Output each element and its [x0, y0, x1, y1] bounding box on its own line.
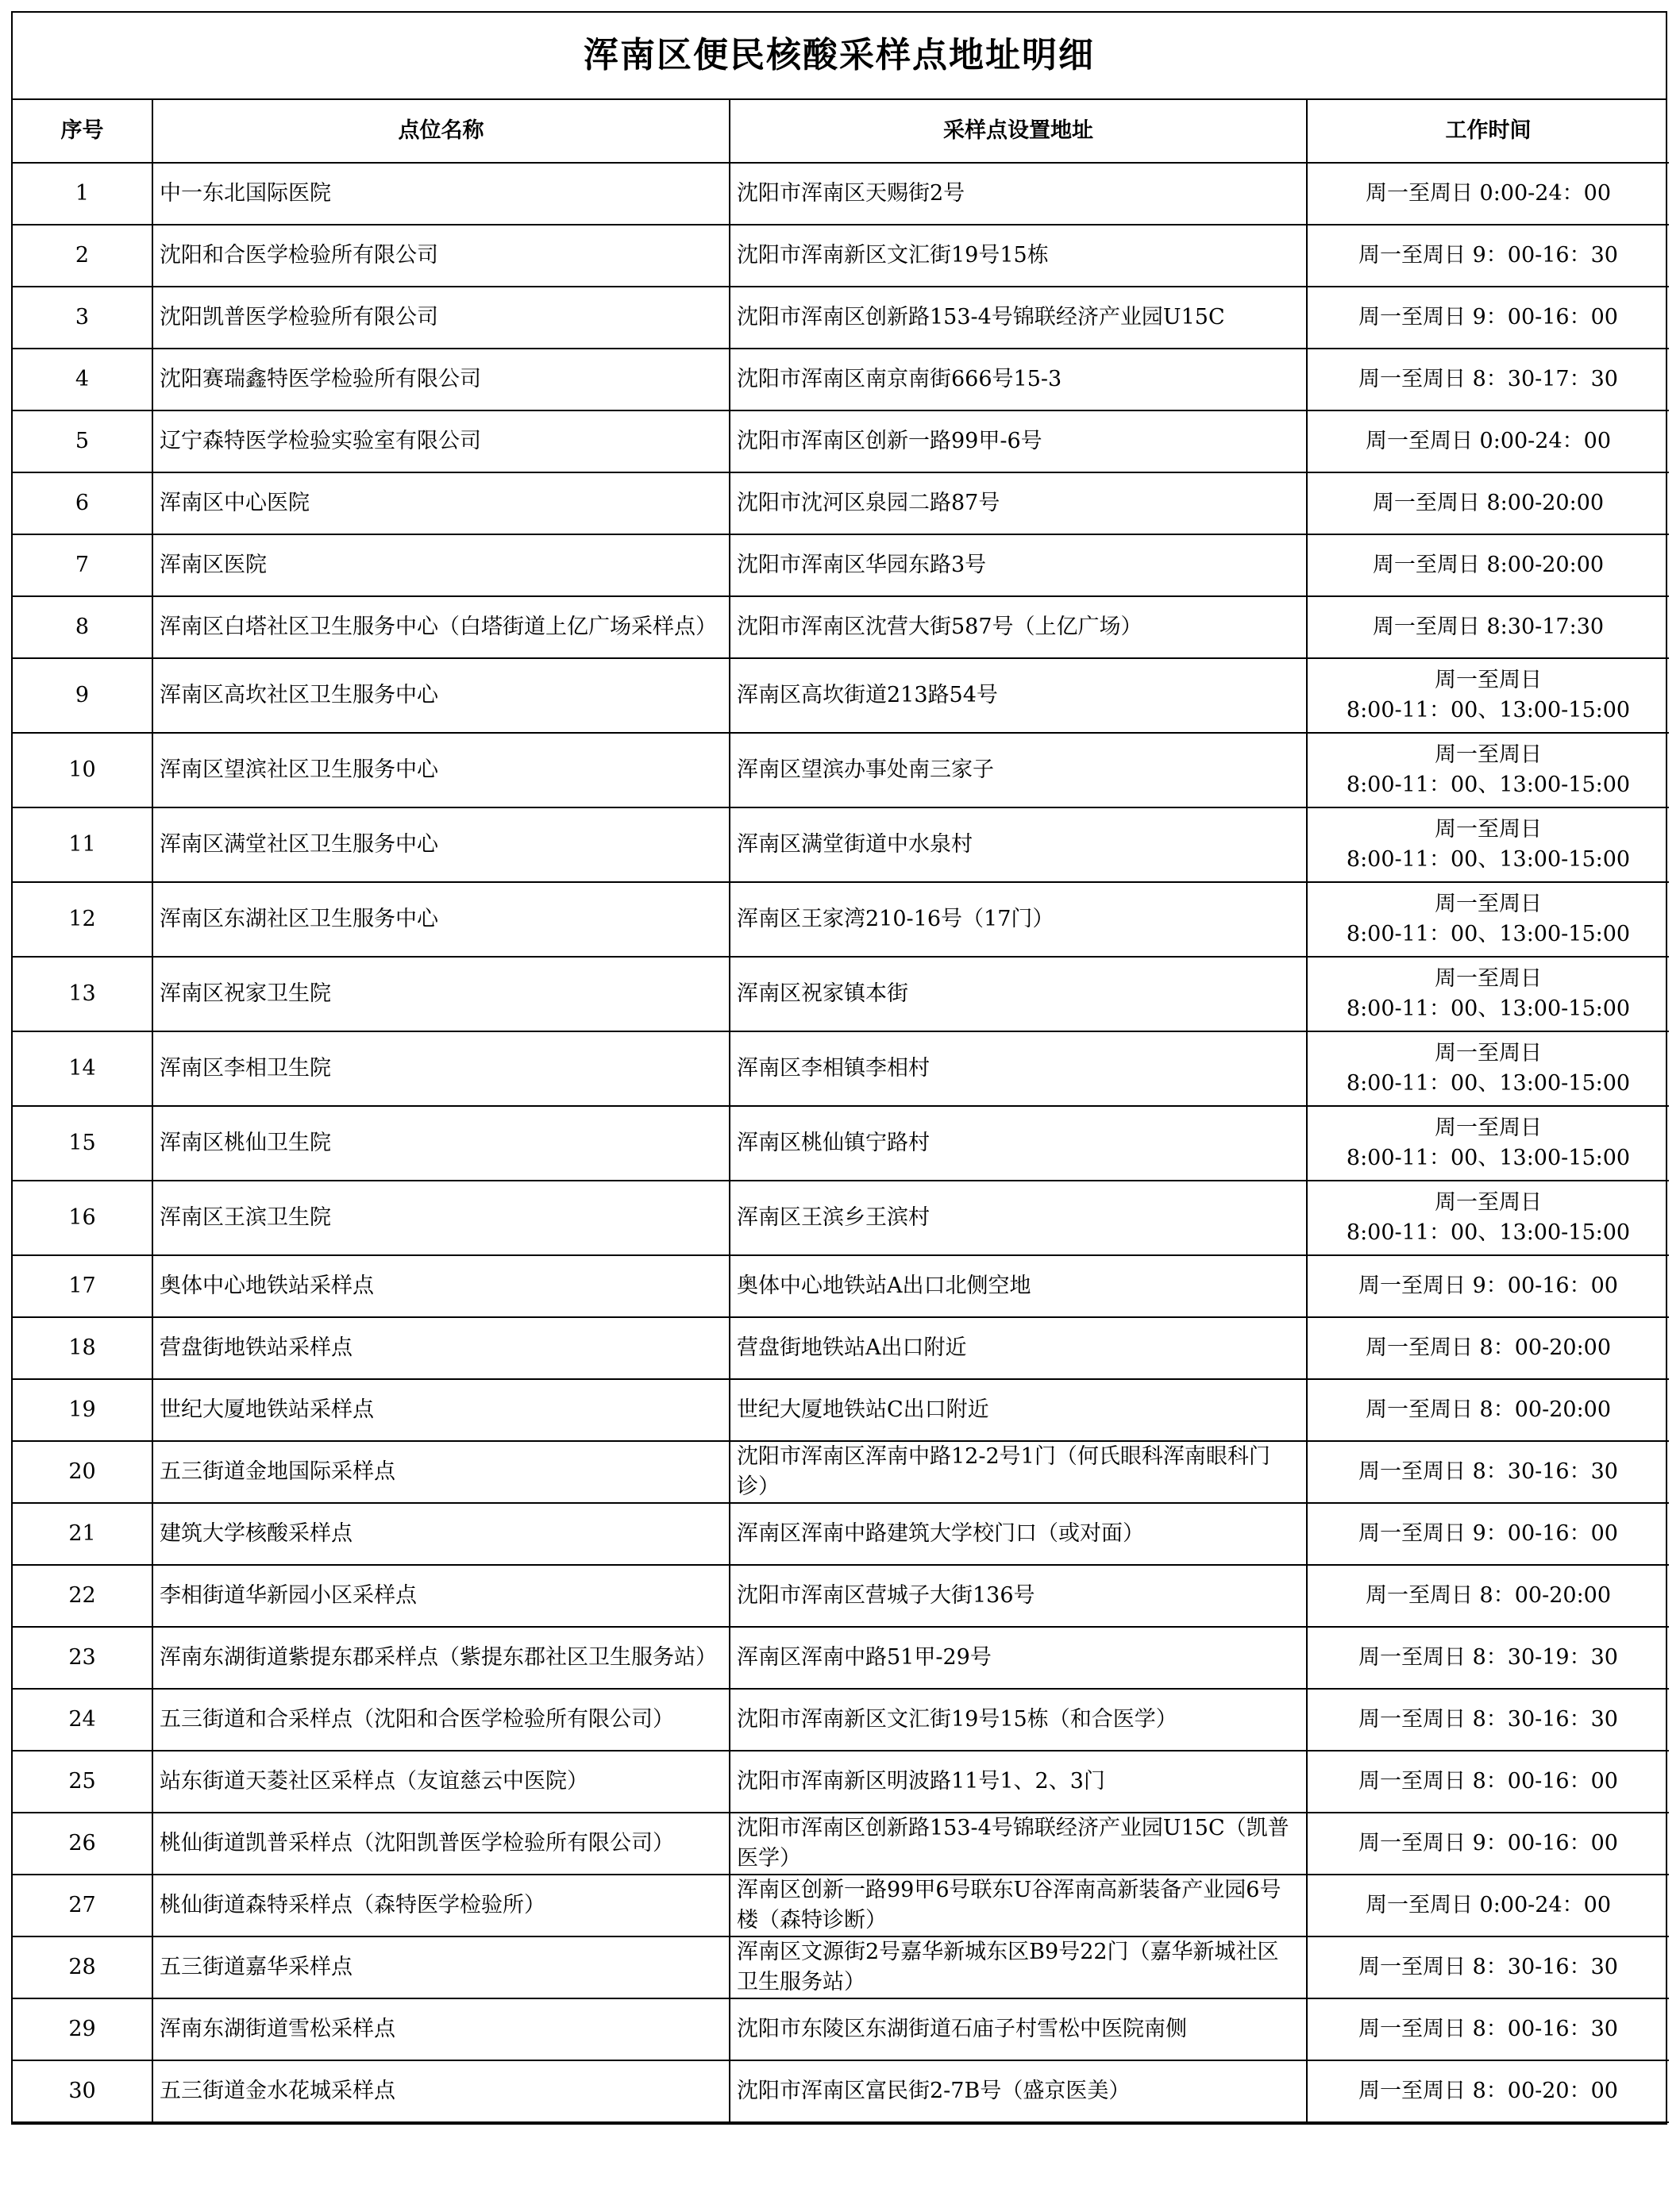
table-row: [13, 349, 1669, 410]
row-hours: 周一至周日 8:00-11：00、13:00-15:00: [1307, 1181, 1669, 1255]
header-index: 序号: [13, 100, 152, 163]
row-site-name: 浑南区医院: [152, 534, 730, 596]
row-site-name: 浑南区李相卫生院: [152, 1031, 730, 1106]
row-index: 24: [13, 1689, 152, 1751]
row-address: 浑南区浑南中路51甲-29号: [730, 1627, 1307, 1689]
row-site-name: 建筑大学核酸采样点: [152, 1503, 730, 1565]
table-row: [13, 1031, 1669, 1106]
row-site-name: 中一东北国际医院: [152, 163, 730, 225]
row-site-name: 五三街道和合采样点（沈阳和合医学检验所有限公司）: [152, 1689, 730, 1751]
table-row: [13, 1813, 1669, 1875]
row-hours: 周一至周日 8:00-11：00、13:00-15:00: [1307, 957, 1669, 1031]
table-row: [13, 1379, 1669, 1441]
row-hours: 周一至周日 9：00-16：00: [1307, 1503, 1669, 1565]
table-row: [13, 957, 1669, 1031]
row-site-name: 浑南区东湖社区卫生服务中心: [152, 882, 730, 957]
row-site-name: 浑南区白塔社区卫生服务中心（白塔街道上亿广场采样点）: [152, 596, 730, 658]
row-address: 沈阳市浑南区浑南中路12-2号1门（何氏眼科浑南眼科门诊）: [730, 1441, 1307, 1503]
row-hours: 周一至周日 8:00-20:00: [1307, 472, 1669, 534]
row-address: 沈阳市浑南区华园东路3号: [730, 534, 1307, 596]
table-row: [13, 410, 1669, 472]
row-address: 浑南区望滨办事处南三家子: [730, 733, 1307, 807]
row-site-name: 奥体中心地铁站采样点: [152, 1255, 730, 1317]
table-row: [13, 733, 1669, 807]
row-index: 10: [13, 733, 152, 807]
row-hours: 周一至周日 8：00-16：30: [1307, 1998, 1669, 2060]
row-index: 19: [13, 1379, 152, 1441]
row-address: 沈阳市沈河区泉园二路87号: [730, 472, 1307, 534]
row-index: 13: [13, 957, 152, 1031]
row-index: 9: [13, 658, 152, 733]
row-site-name: 五三街道金地国际采样点: [152, 1441, 730, 1503]
table-row: [13, 1106, 1669, 1181]
row-site-name: 五三街道金水花城采样点: [152, 2060, 730, 2122]
row-index: 29: [13, 1998, 152, 2060]
row-hours: 周一至周日 8:00-11：00、13:00-15:00: [1307, 658, 1669, 733]
table-header-row: [13, 100, 1669, 163]
table-row: [13, 1441, 1669, 1503]
row-address: 沈阳市浑南区创新一路99甲-6号: [730, 410, 1307, 472]
row-index: 3: [13, 287, 152, 349]
row-address: 浑南区王滨乡王滨村: [730, 1181, 1307, 1255]
row-hours: 周一至周日 0:00-24：00: [1307, 1875, 1669, 1936]
row-address: 浑南区文源街2号嘉华新城东区B9号22门（嘉华新城社区卫生服务站）: [730, 1936, 1307, 1998]
row-hours: 周一至周日 8:30-17:30: [1307, 596, 1669, 658]
table-row: [13, 2060, 1669, 2122]
row-address: 沈阳市浑南区创新路153-4号锦联经济产业园U15C（凯普医学）: [730, 1813, 1307, 1875]
row-site-name: 浑南东湖街道紫提东郡采样点（紫提东郡社区卫生服务站）: [152, 1627, 730, 1689]
row-site-name: 桃仙街道森特采样点（森特医学检验所）: [152, 1875, 730, 1936]
row-index: 11: [13, 807, 152, 882]
row-site-name: 桃仙街道凯普采样点（沈阳凯普医学检验所有限公司）: [152, 1813, 730, 1875]
row-site-name: 站东街道天菱社区采样点（友谊慈云中医院）: [152, 1751, 730, 1813]
row-address: 沈阳市浑南新区文汇街19号15栋: [730, 225, 1307, 287]
row-address: 沈阳市浑南区富民街2-7B号（盛京医美）: [730, 2060, 1307, 2122]
row-site-name: 浑南区满堂社区卫生服务中心: [152, 807, 730, 882]
table-row: [13, 1255, 1669, 1317]
header-address: 采样点设置地址: [730, 100, 1307, 163]
row-site-name: 浑南区望滨社区卫生服务中心: [152, 733, 730, 807]
row-hours: 周一至周日 9：00-16：00: [1307, 1255, 1669, 1317]
table-row: [13, 534, 1669, 596]
row-hours: 周一至周日 8:00-11：00、13:00-15:00: [1307, 733, 1669, 807]
row-address: 浑南区浑南中路建筑大学校门口（或对面）: [730, 1503, 1307, 1565]
table-row: [13, 882, 1669, 957]
row-hours: 周一至周日 8:00-11：00、13:00-15:00: [1307, 1106, 1669, 1181]
table-row: [13, 1751, 1669, 1813]
row-hours: 周一至周日 8：00-20:00: [1307, 1565, 1669, 1627]
row-site-name: 浑南区王滨卫生院: [152, 1181, 730, 1255]
row-site-name: 沈阳赛瑞鑫特医学检验所有限公司: [152, 349, 730, 410]
row-site-name: 浑南区祝家卫生院: [152, 957, 730, 1031]
row-hours: 周一至周日 8：00-20：00: [1307, 2060, 1669, 2122]
row-address: 沈阳市浑南区沈营大街587号（上亿广场）: [730, 596, 1307, 658]
table-row: [13, 287, 1669, 349]
table-body: [13, 163, 1669, 2122]
row-index: 6: [13, 472, 152, 534]
row-hours: 周一至周日 8:00-11：00、13:00-15:00: [1307, 882, 1669, 957]
row-hours: 周一至周日 9：00-16：30: [1307, 225, 1669, 287]
row-site-name: 五三街道嘉华采样点: [152, 1936, 730, 1998]
row-index: 22: [13, 1565, 152, 1627]
row-index: 18: [13, 1317, 152, 1379]
row-hours: 周一至周日 8:00-11：00、13:00-15:00: [1307, 807, 1669, 882]
row-hours: 周一至周日 8：30-19：30: [1307, 1627, 1669, 1689]
document-sheet: [11, 11, 1667, 2125]
row-index: 17: [13, 1255, 152, 1317]
row-address: 浑南区祝家镇本街: [730, 957, 1307, 1031]
row-address: 浑南区李相镇李相村: [730, 1031, 1307, 1106]
row-index: 8: [13, 596, 152, 658]
row-address: 沈阳市浑南新区明波路11号1、2、3门: [730, 1751, 1307, 1813]
row-hours: 周一至周日 0:00-24：00: [1307, 410, 1669, 472]
table-row: [13, 1627, 1669, 1689]
table-row: [13, 1565, 1669, 1627]
table-row: [13, 807, 1669, 882]
row-index: 7: [13, 534, 152, 596]
row-hours: 周一至周日 8:00-20:00: [1307, 534, 1669, 596]
row-site-name: 浑南区桃仙卫生院: [152, 1106, 730, 1181]
row-site-name: 浑南区中心医院: [152, 472, 730, 534]
table-row: [13, 1936, 1669, 1998]
row-site-name: 世纪大厦地铁站采样点: [152, 1379, 730, 1441]
row-hours: 周一至周日 0:00-24：00: [1307, 163, 1669, 225]
table-row: [13, 1689, 1669, 1751]
row-address: 沈阳市浑南区创新路153-4号锦联经济产业园U15C: [730, 287, 1307, 349]
table-row: [13, 225, 1669, 287]
table-row: [13, 472, 1669, 534]
row-address: 浑南区高坎街道213路54号: [730, 658, 1307, 733]
row-hours: 周一至周日 8：30-16：30: [1307, 1936, 1669, 1998]
row-index: 27: [13, 1875, 152, 1936]
row-index: 16: [13, 1181, 152, 1255]
row-hours: 周一至周日 8：30-16：30: [1307, 1689, 1669, 1751]
row-index: 21: [13, 1503, 152, 1565]
row-address: 浑南区王家湾210-16号（17门）: [730, 882, 1307, 957]
document-title: 浑南区便民核酸采样点地址明细: [13, 13, 1666, 100]
row-index: 28: [13, 1936, 152, 1998]
table-row: [13, 1998, 1669, 2060]
row-index: 5: [13, 410, 152, 472]
table-row: [13, 163, 1669, 225]
row-site-name: 浑南区高坎社区卫生服务中心: [152, 658, 730, 733]
row-site-name: 浑南东湖街道雪松采样点: [152, 1998, 730, 2060]
row-index: 15: [13, 1106, 152, 1181]
row-site-name: 李相街道华新园小区采样点: [152, 1565, 730, 1627]
row-hours: 周一至周日 8：00-16：00: [1307, 1751, 1669, 1813]
row-address: 浑南区满堂街道中水泉村: [730, 807, 1307, 882]
row-index: 12: [13, 882, 152, 957]
row-hours: 周一至周日 8：30-16：30: [1307, 1441, 1669, 1503]
row-hours: 周一至周日 8：00-20:00: [1307, 1379, 1669, 1441]
row-index: 30: [13, 2060, 152, 2122]
table-row: [13, 1181, 1669, 1255]
row-address: 沈阳市浑南区天赐街2号: [730, 163, 1307, 225]
row-address: 沈阳市浑南区营城子大街136号: [730, 1565, 1307, 1627]
row-address: 浑南区桃仙镇宁路村: [730, 1106, 1307, 1181]
row-site-name: 沈阳和合医学检验所有限公司: [152, 225, 730, 287]
table-row: [13, 1875, 1669, 1936]
row-address: 沈阳市浑南区南京南街666号15-3: [730, 349, 1307, 410]
table-row: [13, 596, 1669, 658]
row-index: 20: [13, 1441, 152, 1503]
row-address: 沈阳市浑南新区文汇街19号15栋（和合医学）: [730, 1689, 1307, 1751]
row-index: 2: [13, 225, 152, 287]
row-index: 1: [13, 163, 152, 225]
row-hours: 周一至周日 8:00-11：00、13:00-15:00: [1307, 1031, 1669, 1106]
row-hours: 周一至周日 8：30-17：30: [1307, 349, 1669, 410]
row-address: 营盘街地铁站A出口附近: [730, 1317, 1307, 1379]
row-hours: 周一至周日 9：00-16：00: [1307, 1813, 1669, 1875]
row-address: 世纪大厦地铁站C出口附近: [730, 1379, 1307, 1441]
row-hours: 周一至周日 9：00-16：00: [1307, 287, 1669, 349]
row-index: 4: [13, 349, 152, 410]
table-row: [13, 1317, 1669, 1379]
row-index: 25: [13, 1751, 152, 1813]
header-hours: 工作时间: [1307, 100, 1669, 163]
row-index: 26: [13, 1813, 152, 1875]
row-index: 14: [13, 1031, 152, 1106]
table-row: [13, 1503, 1669, 1565]
row-site-name: 沈阳凯普医学检验所有限公司: [152, 287, 730, 349]
header-site-name: 点位名称: [152, 100, 730, 163]
row-site-name: 辽宁森特医学检验实验室有限公司: [152, 410, 730, 472]
row-index: 23: [13, 1627, 152, 1689]
row-address: 沈阳市东陵区东湖街道石庙子村雪松中医院南侧: [730, 1998, 1307, 2060]
row-address: 浑南区创新一路99甲6号联东U谷浑南高新装备产业园6号楼（森特诊断）: [730, 1875, 1307, 1936]
row-site-name: 营盘街地铁站采样点: [152, 1317, 730, 1379]
table-row: [13, 658, 1669, 733]
sampling-sites-table: [13, 100, 1669, 2123]
row-address: 奥体中心地铁站A出口北侧空地: [730, 1255, 1307, 1317]
row-hours: 周一至周日 8：00-20:00: [1307, 1317, 1669, 1379]
